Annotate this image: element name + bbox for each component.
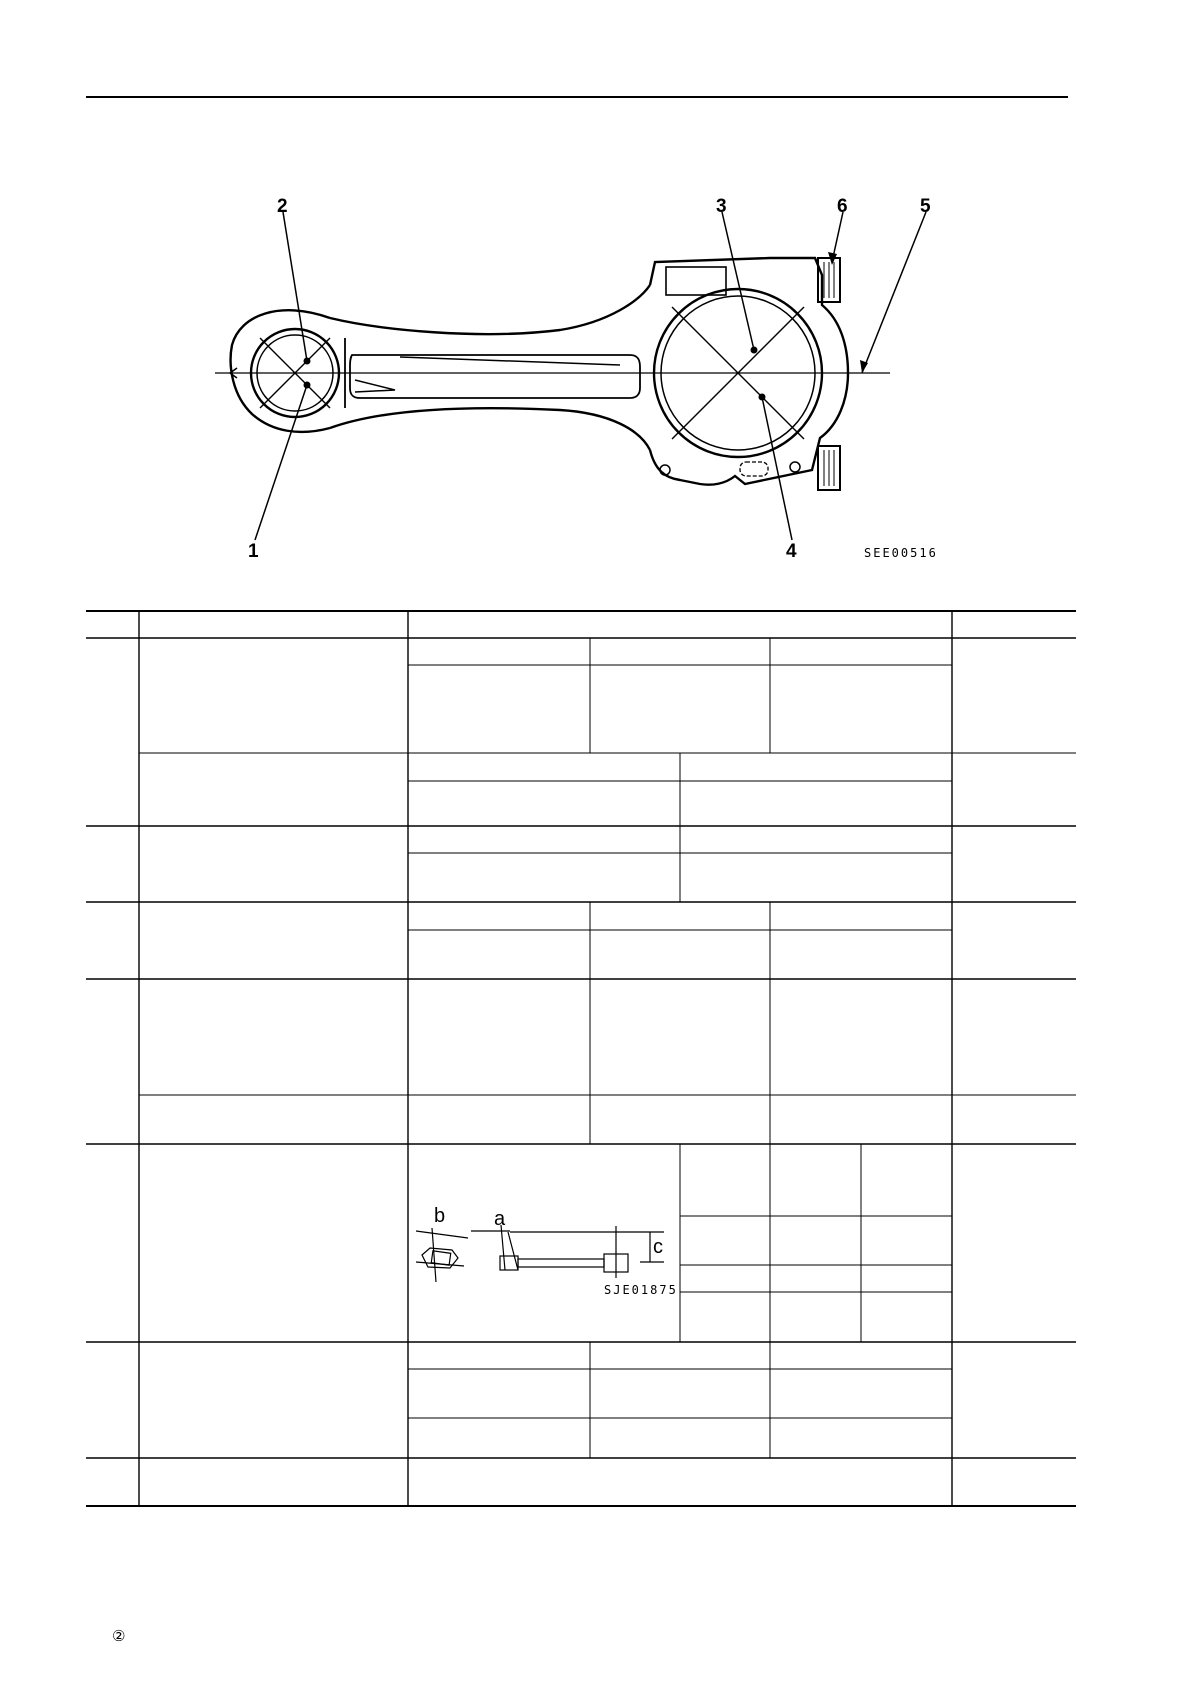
callout-6: 6 (837, 196, 848, 217)
page-mark: ② (112, 1627, 126, 1645)
callout-4: 4 (786, 541, 797, 562)
callout-5: 5 (920, 196, 931, 217)
callout-1: 1 (248, 541, 259, 562)
callout-2: 2 (277, 196, 288, 217)
bend-twist-inset (416, 1225, 664, 1282)
inset-label-a: a (494, 1208, 506, 1230)
figure-code: SEE00516 (864, 546, 938, 560)
inset-figure-code: SJE01875 (604, 1283, 678, 1297)
inset-label-c: c (653, 1236, 663, 1258)
inset-label-b: b (434, 1205, 446, 1227)
callout-3: 3 (716, 196, 727, 217)
